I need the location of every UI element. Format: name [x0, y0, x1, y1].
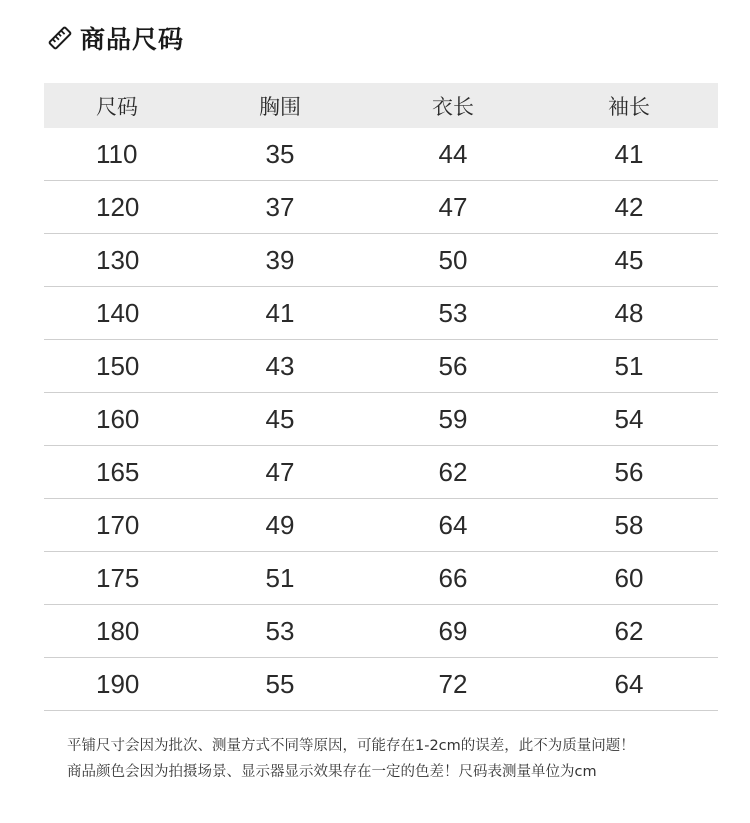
cell-chest: 35: [194, 128, 366, 181]
column-header-size: 尺码: [44, 83, 194, 128]
cell-size: 175: [44, 552, 194, 605]
table-row: [44, 552, 718, 605]
note-line: 平铺尺寸会因为批次、测量方式不同等原因，可能存在1-2cm的误差，此不为质量问题！: [67, 738, 635, 754]
table-row: [44, 287, 718, 340]
cell-sleeve: 45: [540, 234, 718, 287]
cell-length: 47: [366, 181, 540, 234]
cell-sleeve: 60: [540, 552, 718, 605]
cell-sleeve: 62: [540, 605, 718, 658]
cell-sleeve: 58: [540, 499, 718, 552]
cell-sleeve: 51: [540, 340, 718, 393]
cell-chest: 39: [194, 234, 366, 287]
cell-size: 140: [44, 287, 194, 340]
cell-chest: 41: [194, 287, 366, 340]
cell-size: 120: [44, 181, 194, 234]
table-row: [44, 393, 718, 446]
cell-sleeve: 42: [540, 181, 718, 234]
cell-length: 69: [366, 605, 540, 658]
cell-chest: 43: [194, 340, 366, 393]
cell-chest: 53: [194, 605, 366, 658]
table-body: [44, 128, 718, 711]
column-header-sleeve: 袖长: [540, 83, 718, 128]
cell-size: 170: [44, 499, 194, 552]
cell-size: 190: [44, 658, 194, 711]
cell-size: 160: [44, 393, 194, 446]
table-row: [44, 605, 718, 658]
cell-length: 59: [366, 393, 540, 446]
cell-sleeve: 64: [540, 658, 718, 711]
table-row: [44, 446, 718, 499]
cell-chest: 47: [194, 446, 366, 499]
cell-size: 150: [44, 340, 194, 393]
table-row: [44, 234, 718, 287]
table-row: [44, 499, 718, 552]
column-header-length: 衣长: [366, 83, 540, 128]
cell-sleeve: 56: [540, 446, 718, 499]
cell-size: 130: [44, 234, 194, 287]
table-header-row: [44, 83, 718, 128]
cell-sleeve: 54: [540, 393, 718, 446]
page-title: 商品尺码: [80, 25, 185, 54]
cell-length: 50: [366, 234, 540, 287]
table-row: [44, 181, 718, 234]
column-header-chest: 胸围: [194, 83, 366, 128]
cell-size: 165: [44, 446, 194, 499]
ruler-icon: [46, 24, 74, 52]
cell-length: 64: [366, 499, 540, 552]
cell-chest: 55: [194, 658, 366, 711]
cell-chest: 51: [194, 552, 366, 605]
cell-length: 62: [366, 446, 540, 499]
cell-length: 56: [366, 340, 540, 393]
section-header: [46, 18, 184, 58]
cell-length: 72: [366, 658, 540, 711]
table-row: [44, 658, 718, 711]
cell-length: 66: [366, 552, 540, 605]
table-row: [44, 128, 718, 181]
size-notes: [67, 733, 727, 785]
size-chart-table: [44, 83, 718, 711]
cell-size: 180: [44, 605, 194, 658]
table-row: [44, 340, 718, 393]
cell-chest: 37: [194, 181, 366, 234]
cell-length: 44: [366, 128, 540, 181]
cell-sleeve: 48: [540, 287, 718, 340]
cell-sleeve: 41: [540, 128, 718, 181]
cell-length: 53: [366, 287, 540, 340]
note-line: 商品颜色会因为拍摄场景、显示器显示效果存在一定的色差！尺码表测量单位为cm: [67, 764, 597, 780]
cell-chest: 45: [194, 393, 366, 446]
cell-size: 110: [44, 128, 194, 181]
cell-chest: 49: [194, 499, 366, 552]
